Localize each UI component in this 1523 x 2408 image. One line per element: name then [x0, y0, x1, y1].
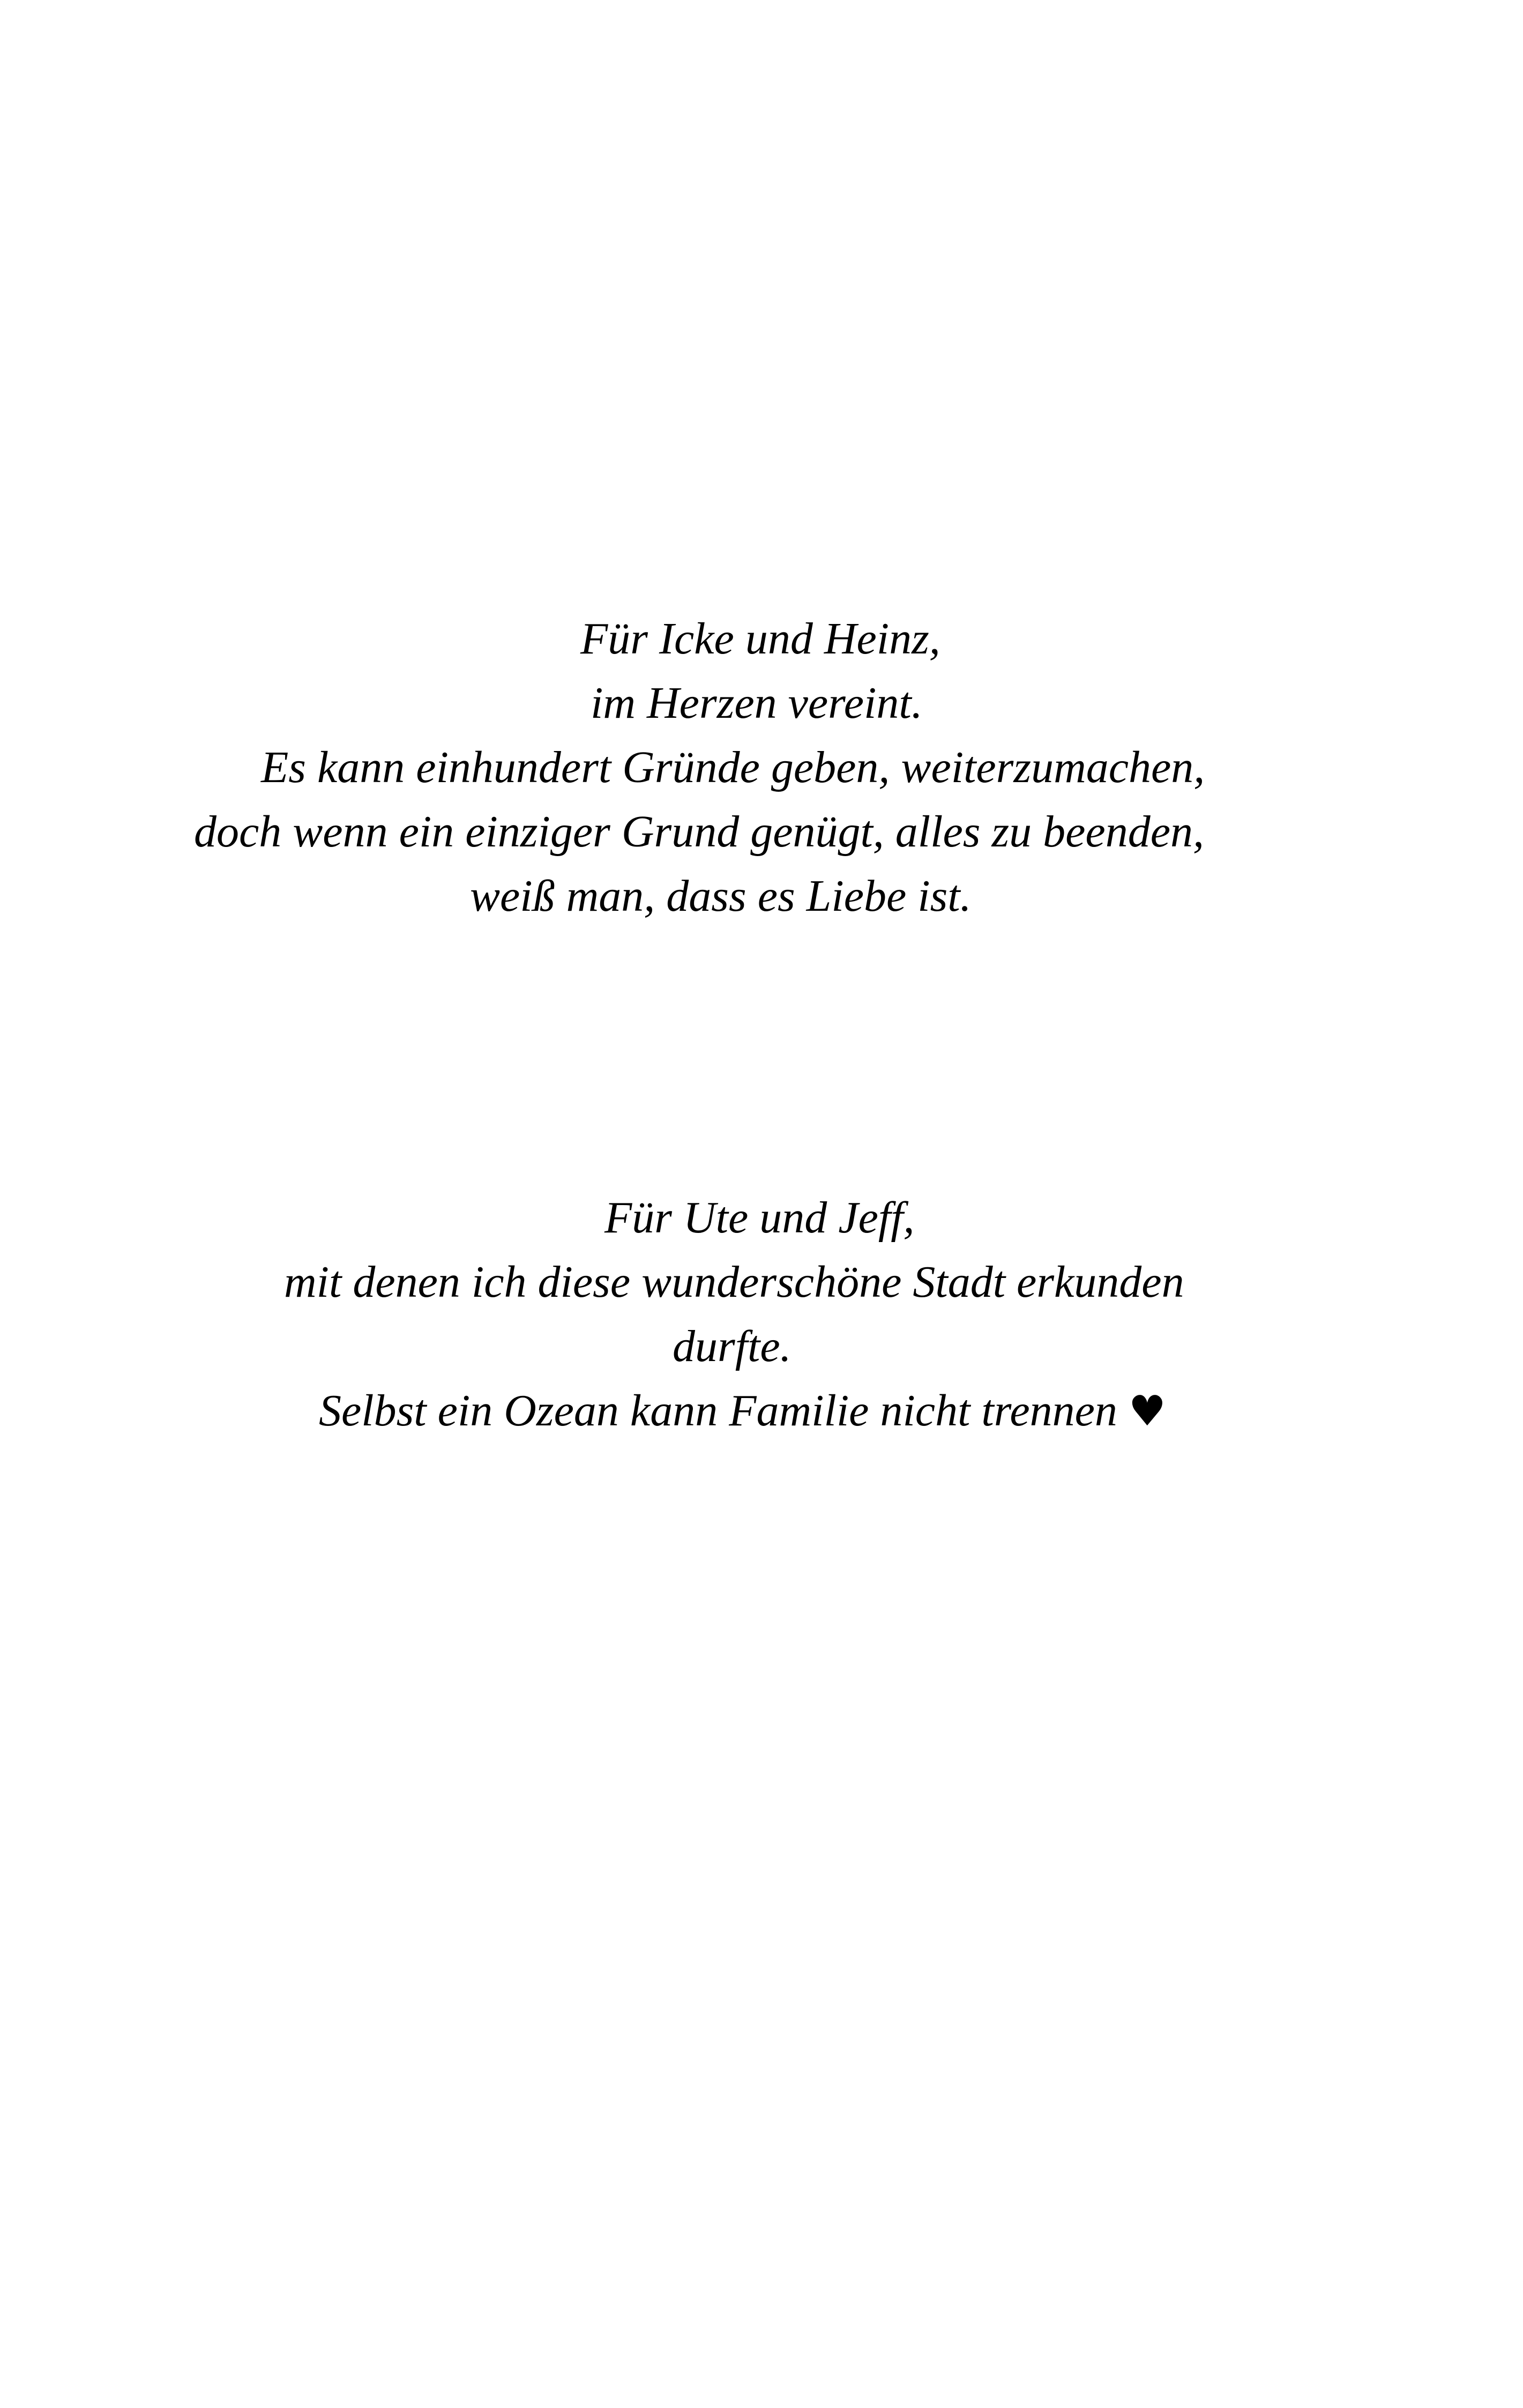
- dedication-1-line-4: doch wenn ein einziger Grund genügt, alles zu beenden,: [194, 807, 1204, 857]
- dedication-2-line-2: mit denen ich diese wunderschöne Stadt erkunden: [284, 1257, 1184, 1307]
- dedication-2-line-1: Für Ute und Jeff,: [604, 1193, 915, 1243]
- dedication-1-line-3: Es kann einhundert Gründe geben, weiterzumachen,: [261, 742, 1205, 792]
- dedication-2-line-3: durfte.: [673, 1321, 792, 1371]
- dedication-1-line-2: im Herzen vereint.: [591, 678, 923, 728]
- dedication-2-line-4-text: Selbst ein Ozean kann Familie nicht trennen: [319, 1386, 1117, 1436]
- dedication-1-line-1: Für Icke und Heinz,: [580, 614, 940, 664]
- dedication-1-line-5: weiß man, dass es Liebe ist.: [470, 871, 972, 921]
- dedication-2-line-4: [319, 1386, 1166, 1436]
- heart-icon: ♥: [1128, 1387, 1166, 1436]
